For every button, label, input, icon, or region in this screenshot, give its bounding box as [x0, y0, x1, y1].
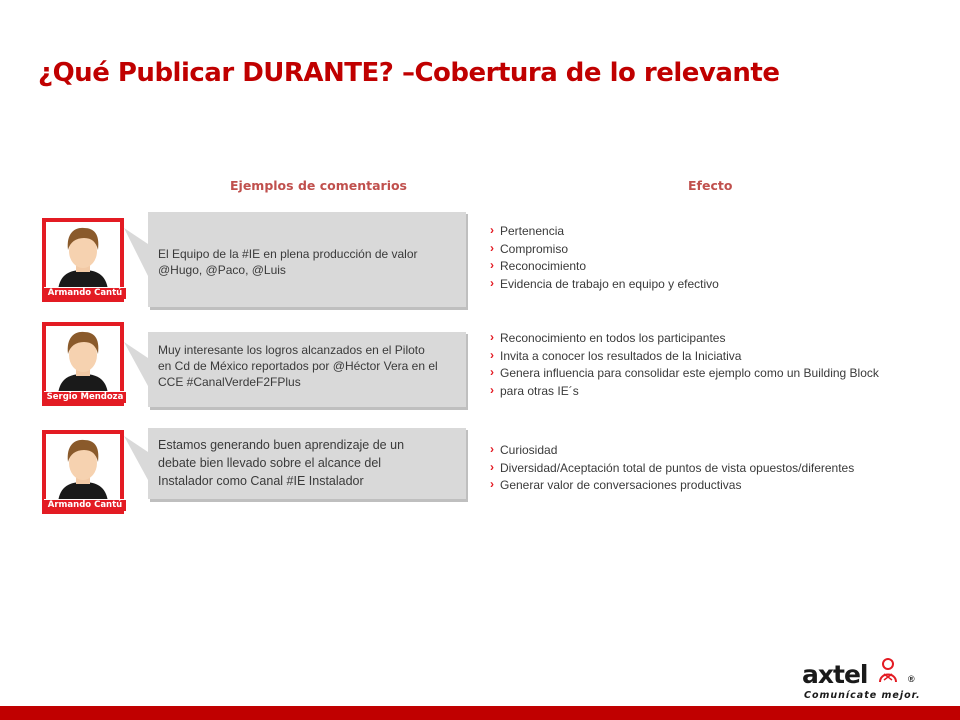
author-name: Armando Cantú [44, 499, 126, 511]
person-icon [54, 436, 112, 502]
column-header-examples: Ejemplos de comentarios [230, 178, 408, 193]
logo-registered-mark: ® [908, 674, 915, 684]
column-header-effect: Efecto [688, 178, 733, 193]
comment-row [0, 430, 960, 530]
effect-list [490, 223, 719, 293]
comment-row [0, 322, 960, 422]
page-title: ¿Qué Publicar DURANTE? –Cobertura de lo relevante [38, 58, 780, 88]
list-item: › Genera influencia para consolidar este ejemplo como un Building Block [490, 365, 879, 383]
author-name: Armando Cantú [44, 287, 126, 299]
avatar [42, 430, 124, 514]
comment-row [0, 218, 960, 318]
comment-bubble [124, 210, 470, 316]
list-item: › Reconocimiento [490, 258, 719, 276]
effect-list [490, 330, 879, 400]
logo-tagline: Comunícate mejor. [804, 690, 921, 701]
effect-list [490, 442, 854, 495]
list-item: › Curiosidad [490, 442, 854, 460]
axtel-logo [802, 656, 922, 704]
comment-bubble [124, 426, 470, 506]
avatar [42, 218, 124, 302]
comment-text: El Equipo de la #IE en plena producción de valor @Hugo, @Paco, @Luis [158, 247, 418, 277]
comment-text: Estamos generando buen aprendizaje de un debate bien llevado sobre el alcance del Instalador como Canal #IE Instalador [158, 438, 405, 488]
list-item: › Generar valor de conversaciones productivas [490, 477, 854, 495]
person-icon [54, 224, 112, 290]
list-item: › para otras IE´s [490, 383, 879, 401]
list-item: › Compromiso [490, 241, 719, 259]
person-icon [54, 328, 112, 394]
comment-bubble [124, 330, 470, 414]
list-item: › Reconocimiento en todos los participantes [490, 330, 879, 348]
list-item: › Invita a conocer los resultados de la Iniciativa [490, 348, 879, 366]
avatar [42, 322, 124, 406]
comment-text: Muy interesante los logros alcanzados en el Piloto en Cd de México reportados por @Héctor Vera en el CCE #CanalVerdeF2FPlus [158, 343, 438, 389]
list-item: › Evidencia de trabajo en equipo y efectivo [490, 276, 719, 294]
bottom-bar [0, 706, 960, 720]
logo-wordmark: axtel [802, 660, 868, 689]
logo-mascot-icon [876, 656, 906, 686]
author-name: Sergio Mendoza [44, 391, 126, 403]
list-item: › Diversidad/Aceptación total de puntos de vista opuestos/diferentes [490, 460, 854, 478]
list-item: › Pertenencia [490, 223, 719, 241]
